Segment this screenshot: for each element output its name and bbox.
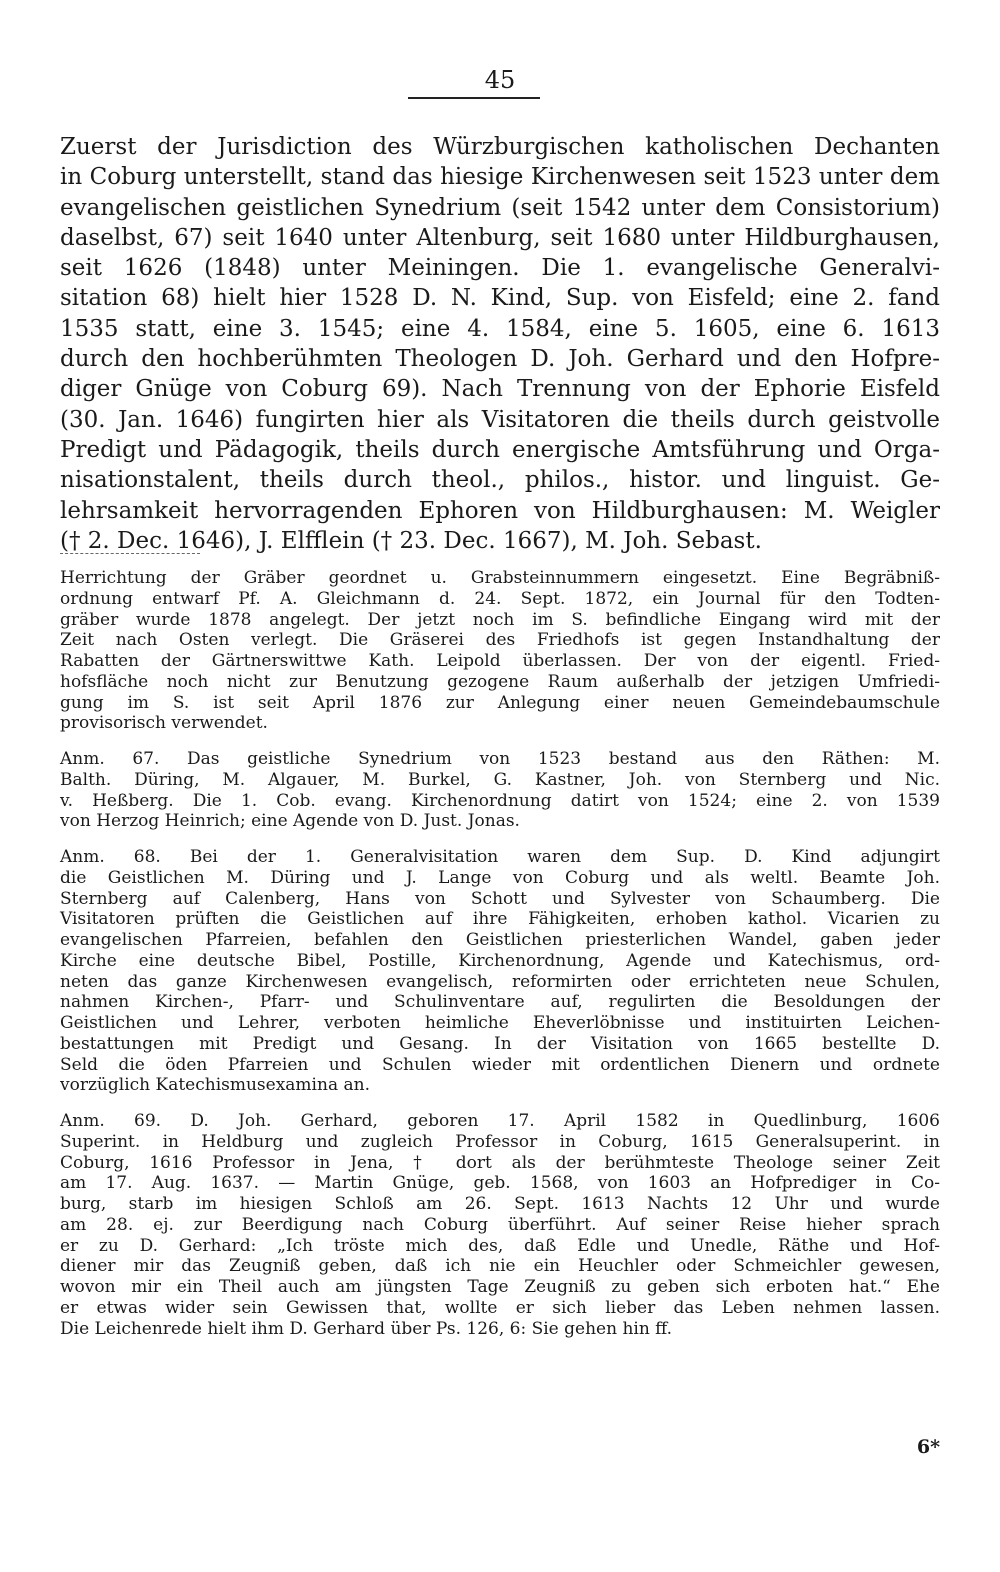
footnote-line: provisorisch verwendet. (60, 713, 268, 734)
footnote-line: ordnung entwarf Pf. A. Gleichmann d. 24. Sept. 1872, ein Journal für den Todten- (60, 588, 940, 609)
footnote-line: Geistlichen und Lehrer, verboten heimliche Eheverlöbnisse und instituirten Leichen- (60, 1013, 940, 1033)
footnote-line: nahmen Kirchen-, Pfarr- und Schulinventare auf, regulirten die Besoldungen der (60, 992, 940, 1013)
footnote-line: Zeit nach Osten verlegt. Die Gräserei des Friedhofs ist gegen Instandhaltung der (60, 630, 940, 651)
footnote-line: Visitatoren prüften die Geistlichen auf ihre Fähigkeiten, erhoben kathol. Vicarien zu (60, 909, 940, 930)
footnote-line: Herrichtung der Gräber geordnet u. Grabsteinnummern eingesetzt. Eine Begräbniß- (60, 568, 940, 588)
text-line: lehrsamkeit hervorragenden Ephoren von Hildburghausen: M. Weigler (60, 497, 940, 524)
text-line: diger Gnüge von Coburg 69). Nach Trennung von der Ephorie Eisfeld (60, 376, 940, 403)
footnote-line: er etwas wider sein Gewissen that, wollte er sich lieber das Leben nehmen lassen. (60, 1297, 940, 1318)
footnote-line: hofsfläche noch nicht zur Benutzung gezogene Raum außerhalb der jetzigen Umfriedi- (60, 671, 940, 692)
footnote-line: die Geistlichen M. Düring und J. Lange von Coburg und als weltl. Beamte Joh. (60, 867, 940, 888)
footnote-line: am 28. ej. zur Beerdigung nach Coburg überführt. Auf seiner Reise hieher sprach (60, 1214, 940, 1235)
footnotes (60, 568, 940, 1339)
footnote-line: Die Leichenrede hielt ihm D. Gerhard über Ps. 126, 6: Sie gehen hin ff. (60, 1318, 673, 1339)
text-line: Predigt und Pädagogik, theils durch energische Amtsführung und Orga- (60, 436, 940, 463)
signature-mark: 6* (916, 1436, 940, 1458)
footnote-68 (60, 847, 940, 1096)
footnote-line: Seld die öden Pfarreien und Schulen wieder mit ordentlichen Dienern und ordnete (60, 1054, 940, 1075)
footnote-line: burg, starb im hiesigen Schloß am 26. Sept. 1613 Nachts 12 Uhr und wurde (60, 1194, 940, 1214)
footnote-line: wovon mir ein Theil auch am jüngsten Tage Zeugniß zu geben sich erboten hat.“ Ehe (60, 1277, 940, 1297)
footnote-line: vorzüglich Katechismusexamina an. (60, 1075, 370, 1096)
footnote-line: Kirche eine deutsche Bibel, Postille, Kirchenordnung, Agende und Katechismus, ord- (60, 950, 940, 971)
footnote-line: Sternberg auf Calenberg, Hans von Schott und Sylvester von Schaumberg. Die (60, 888, 940, 909)
footnote-continuation (60, 568, 940, 734)
text-line: 1535 statt, eine 3. 1545; eine 4. 1584, eine 5. 1605, eine 6. 1613 (60, 315, 940, 342)
text-line: evangelischen geistlichen Synedrium (seit 1542 unter dem Consistorium) (60, 194, 940, 221)
page-number: 45 (484, 66, 516, 94)
text-line: seit 1626 (1848) unter Meiningen. Die 1. evangelische Generalvi- (60, 255, 940, 282)
footnote-line: Coburg, 1616 Professor in Jena, † dort als der berühmteste Theologe seiner Zeit (60, 1152, 940, 1173)
footnote-line: bestattungen mit Predigt und Gesang. In der Visitation von 1665 bestellte D. (60, 1033, 940, 1054)
footnote-line: Balth. Düring, M. Algauer, M. Burkel, G. Kastner, Joh. von Sternberg und Nic. (60, 769, 940, 790)
header-rule (408, 97, 540, 99)
footnote-line: neten das ganze Kirchenwesen evangelisch, reformirten oder errichteten neue Schulen, (60, 971, 940, 992)
footnote-line: Superint. in Heldburg und zugleich Professor in Coburg, 1615 Generalsuperint. in (60, 1131, 940, 1152)
footnote-line: Rabatten der Gärtnerswittwe Kath. Leipold überlassen. Der von der eigentl. Fried- (60, 651, 940, 671)
text-line: daselbst, 67) seit 1640 unter Altenburg, seit 1680 unter Hildburghausen, (60, 224, 940, 251)
footnote-line: evangelischen Pfarreien, befahlen den Geistlichen priesterlichen Wandel, gaben jeder (60, 930, 940, 950)
text-line: sitation 68) hielt hier 1528 D. N. Kind, Sup. von Eisfeld; eine 2. fand (60, 285, 940, 312)
footnote-line: am 17. Aug. 1637. — Martin Gnüge, geb. 1568, von 1603 an Hofprediger in Co- (60, 1173, 940, 1194)
footnote-line: Anm. 69. D. Joh. Gerhard, geboren 17. April 1582 in Quedlinburg, 1606 (60, 1111, 940, 1131)
footnote-line: gung im S. ist seit April 1876 zur Anlegung einer neuen Gemeindebaumschule (60, 692, 940, 713)
text-line: (30. Jan. 1646) fungirten hier als Visitatoren die theils durch geistvolle (60, 406, 940, 433)
text-line: nisationstalent, theils durch theol., philos., histor. und linguist. Ge- (60, 467, 940, 494)
footnote-line: von Herzog Heinrich; eine Agende von D. Just. Jonas. (60, 811, 520, 832)
footnote-line: Anm. 68. Bei der 1. Generalvisitation waren dem Sup. D. Kind adjungirt (60, 847, 940, 867)
footnote-line: v. Heßberg. Die 1. Cob. evang. Kirchenordnung datirt von 1524; eine 2. von 1539 (60, 790, 940, 811)
text-line: durch den hochberühmten Theologen D. Joh. Gerhard und den Hofpre- (60, 346, 940, 373)
footnote-line: gräber wurde 1878 angelegt. Der jetzt noch im S. befindliche Eingang wird mit der (60, 609, 940, 630)
main-text (60, 132, 940, 556)
footnote-line: er zu D. Gerhard: „Ich tröste mich des, daß Edle und Unedle, Räthe und Hof- (60, 1235, 940, 1256)
footnote-67 (60, 749, 940, 832)
footnote-69 (60, 1111, 940, 1339)
footnote-line: Anm. 67. Das geistliche Synedrium von 1523 bestand aus den Räthen: M. (60, 749, 940, 769)
footnote-separator (60, 553, 200, 554)
text-line: († 2. Dec. 1646), J. Elfflein († 23. Dec. 1667), M. Joh. Sebast. (60, 527, 762, 554)
text-line: Zuerst der Jurisdiction des Würzburgischen katholischen Dechanten (60, 134, 940, 160)
text-line: in Coburg unterstellt, stand das hiesige Kirchenwesen seit 1523 unter dem (60, 164, 940, 191)
footnote-line: diener mir das Zeugniß geben, daß ich nie ein Heuchler oder Schmeichler gewesen, (60, 1256, 940, 1277)
